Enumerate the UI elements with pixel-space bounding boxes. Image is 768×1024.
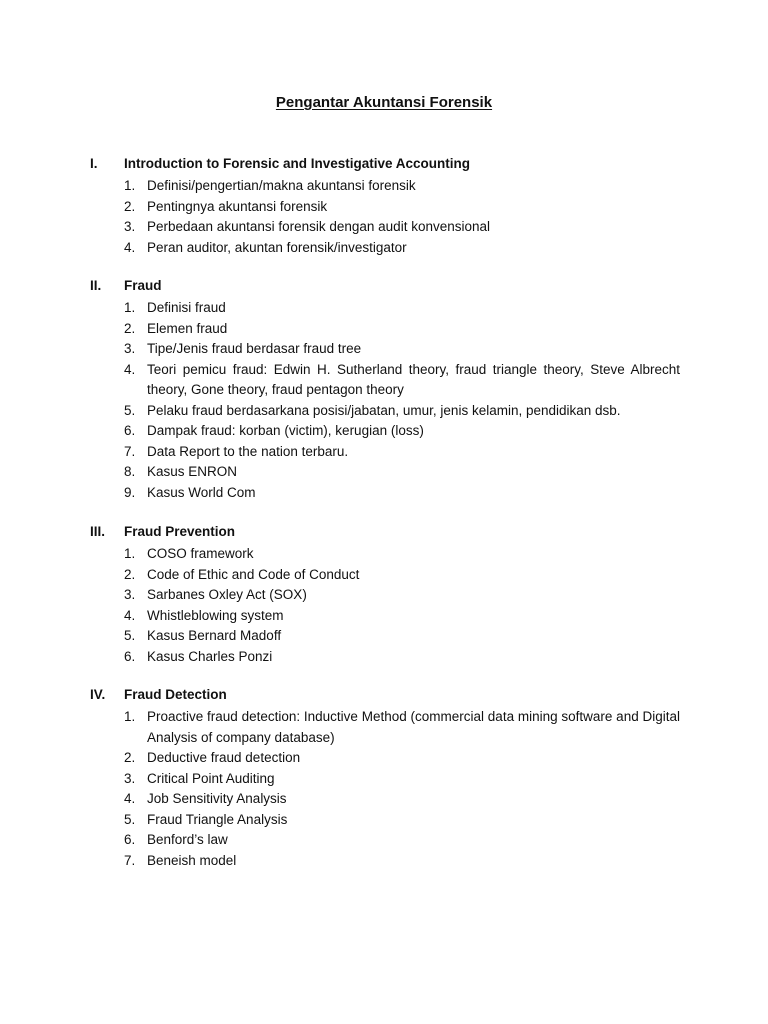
list-item <box>90 319 680 340</box>
item-number: 9. <box>124 484 136 500</box>
section-4 <box>90 687 680 871</box>
item-text: Deductive fraud detection <box>147 750 301 765</box>
item-number: 5. <box>124 402 136 418</box>
item-text: Sarbanes Oxley Act (SOX) <box>147 587 307 602</box>
section-numeral: II. <box>90 278 102 293</box>
item-text: Kasus World Com <box>147 484 256 500</box>
list-item <box>90 748 680 769</box>
section-heading <box>90 278 680 298</box>
item-text: Critical Point Auditing <box>147 770 275 786</box>
section-title: Fraud Detection <box>124 687 227 702</box>
item-number: 5. <box>124 628 136 643</box>
item-number: 3. <box>124 587 136 602</box>
section-title: Fraud <box>124 278 162 293</box>
item-text: Kasus Charles Ponzi <box>147 648 273 664</box>
item-text: Definisi fraud <box>147 300 226 315</box>
list-item <box>90 197 680 218</box>
section-items <box>90 176 680 258</box>
item-number: 7. <box>124 852 136 868</box>
list-item <box>90 647 680 668</box>
list-item <box>90 238 680 259</box>
item-text: Fraud Triangle Analysis <box>147 811 288 827</box>
item-number: 2. <box>124 320 136 336</box>
list-item <box>90 626 680 647</box>
section-heading <box>90 687 680 707</box>
list-item <box>90 565 680 586</box>
list-item <box>90 707 680 748</box>
list-item <box>90 298 680 319</box>
item-text: Pentingnya akuntansi forensik <box>147 198 328 214</box>
item-number: 1. <box>124 546 136 561</box>
list-item <box>90 339 680 360</box>
item-text: COSO framework <box>147 546 254 561</box>
section-numeral: I. <box>90 156 98 171</box>
item-number: 3. <box>124 770 136 786</box>
item-number: 8. <box>124 464 136 479</box>
item-text: Data Report to the nation terbaru. <box>147 443 349 459</box>
item-number: 1. <box>124 709 136 724</box>
item-number: 3. <box>124 219 136 234</box>
item-text: Dampak fraud: korban (victim), kerugian (loss) <box>147 423 424 438</box>
item-text: Kasus ENRON <box>147 464 238 479</box>
item-text: Job Sensitivity Analysis <box>147 791 287 806</box>
page-title <box>0 94 768 111</box>
item-text: Teori pemicu fraud: Edwin H. Sutherland theory, fraud triangle theory, Steve Albrecht theory, Gone theory, fraud pentagon theory <box>147 361 680 397</box>
item-text: Whistleblowing system <box>147 607 284 623</box>
list-item <box>90 789 680 810</box>
section-items <box>90 298 680 503</box>
item-text: Pelaku fraud berdasarkana posisi/jabatan, umur, jenis kelamin, pendidikan dsb. <box>147 402 621 418</box>
item-number: 1. <box>124 300 136 315</box>
list-item <box>90 483 680 504</box>
list-item <box>90 830 680 851</box>
list-item <box>90 544 680 565</box>
list-item <box>90 585 680 606</box>
section-3 <box>90 524 680 667</box>
item-text: Proactive fraud detection: Inductive Method (commercial data mining software and Digital Analysis of company database) <box>147 709 680 745</box>
item-number: 4. <box>124 607 136 623</box>
list-item <box>90 217 680 238</box>
section-1 <box>90 156 680 258</box>
list-item <box>90 401 680 422</box>
section-heading <box>90 156 680 176</box>
section-title: Fraud Prevention <box>124 524 236 539</box>
list-item <box>90 360 680 401</box>
item-number: 2. <box>124 198 136 214</box>
item-text: Tipe/Jenis fraud berdasar fraud tree <box>147 341 362 356</box>
item-number: 4. <box>124 239 136 255</box>
section-heading <box>90 524 680 544</box>
item-number: 2. <box>124 750 136 765</box>
item-number: 6. <box>124 648 136 664</box>
page-title-text: Pengantar Akuntansi Forensik <box>275 94 493 111</box>
section-2 <box>90 278 680 503</box>
item-number: 7. <box>124 443 136 459</box>
item-text: Beneish model <box>147 852 237 868</box>
section-numeral: III. <box>90 524 106 539</box>
item-text: Code of Ethic and Code of Conduct <box>147 566 360 582</box>
item-text: Perbedaan akuntansi forensik dengan audit konvensional <box>147 219 490 234</box>
item-number: 3. <box>124 341 136 356</box>
item-number: 4. <box>124 791 136 806</box>
item-text: Peran auditor, akuntan forensik/investigator <box>147 239 407 255</box>
section-title: Introduction to Forensic and Investigative Accounting <box>124 156 471 171</box>
item-number: 6. <box>124 423 136 438</box>
item-number: 1. <box>124 178 136 193</box>
list-item <box>90 606 680 627</box>
item-text: Definisi/pengertian/makna akuntansi forensik <box>147 178 416 193</box>
item-number: 4. <box>124 361 136 377</box>
section-numeral: IV. <box>90 687 106 702</box>
item-number: 2. <box>124 566 136 582</box>
item-text: Kasus Bernard Madoff <box>147 628 282 643</box>
item-number: 6. <box>124 832 136 847</box>
item-text: Elemen fraud <box>147 320 228 336</box>
section-items <box>90 544 680 667</box>
list-item <box>90 462 680 483</box>
list-item <box>90 176 680 197</box>
list-item <box>90 769 680 790</box>
list-item <box>90 442 680 463</box>
item-text: Benford’s law <box>147 832 228 847</box>
item-number: 5. <box>124 811 136 827</box>
section-items <box>90 707 680 871</box>
list-item <box>90 810 680 831</box>
list-item <box>90 421 680 442</box>
list-item <box>90 851 680 872</box>
